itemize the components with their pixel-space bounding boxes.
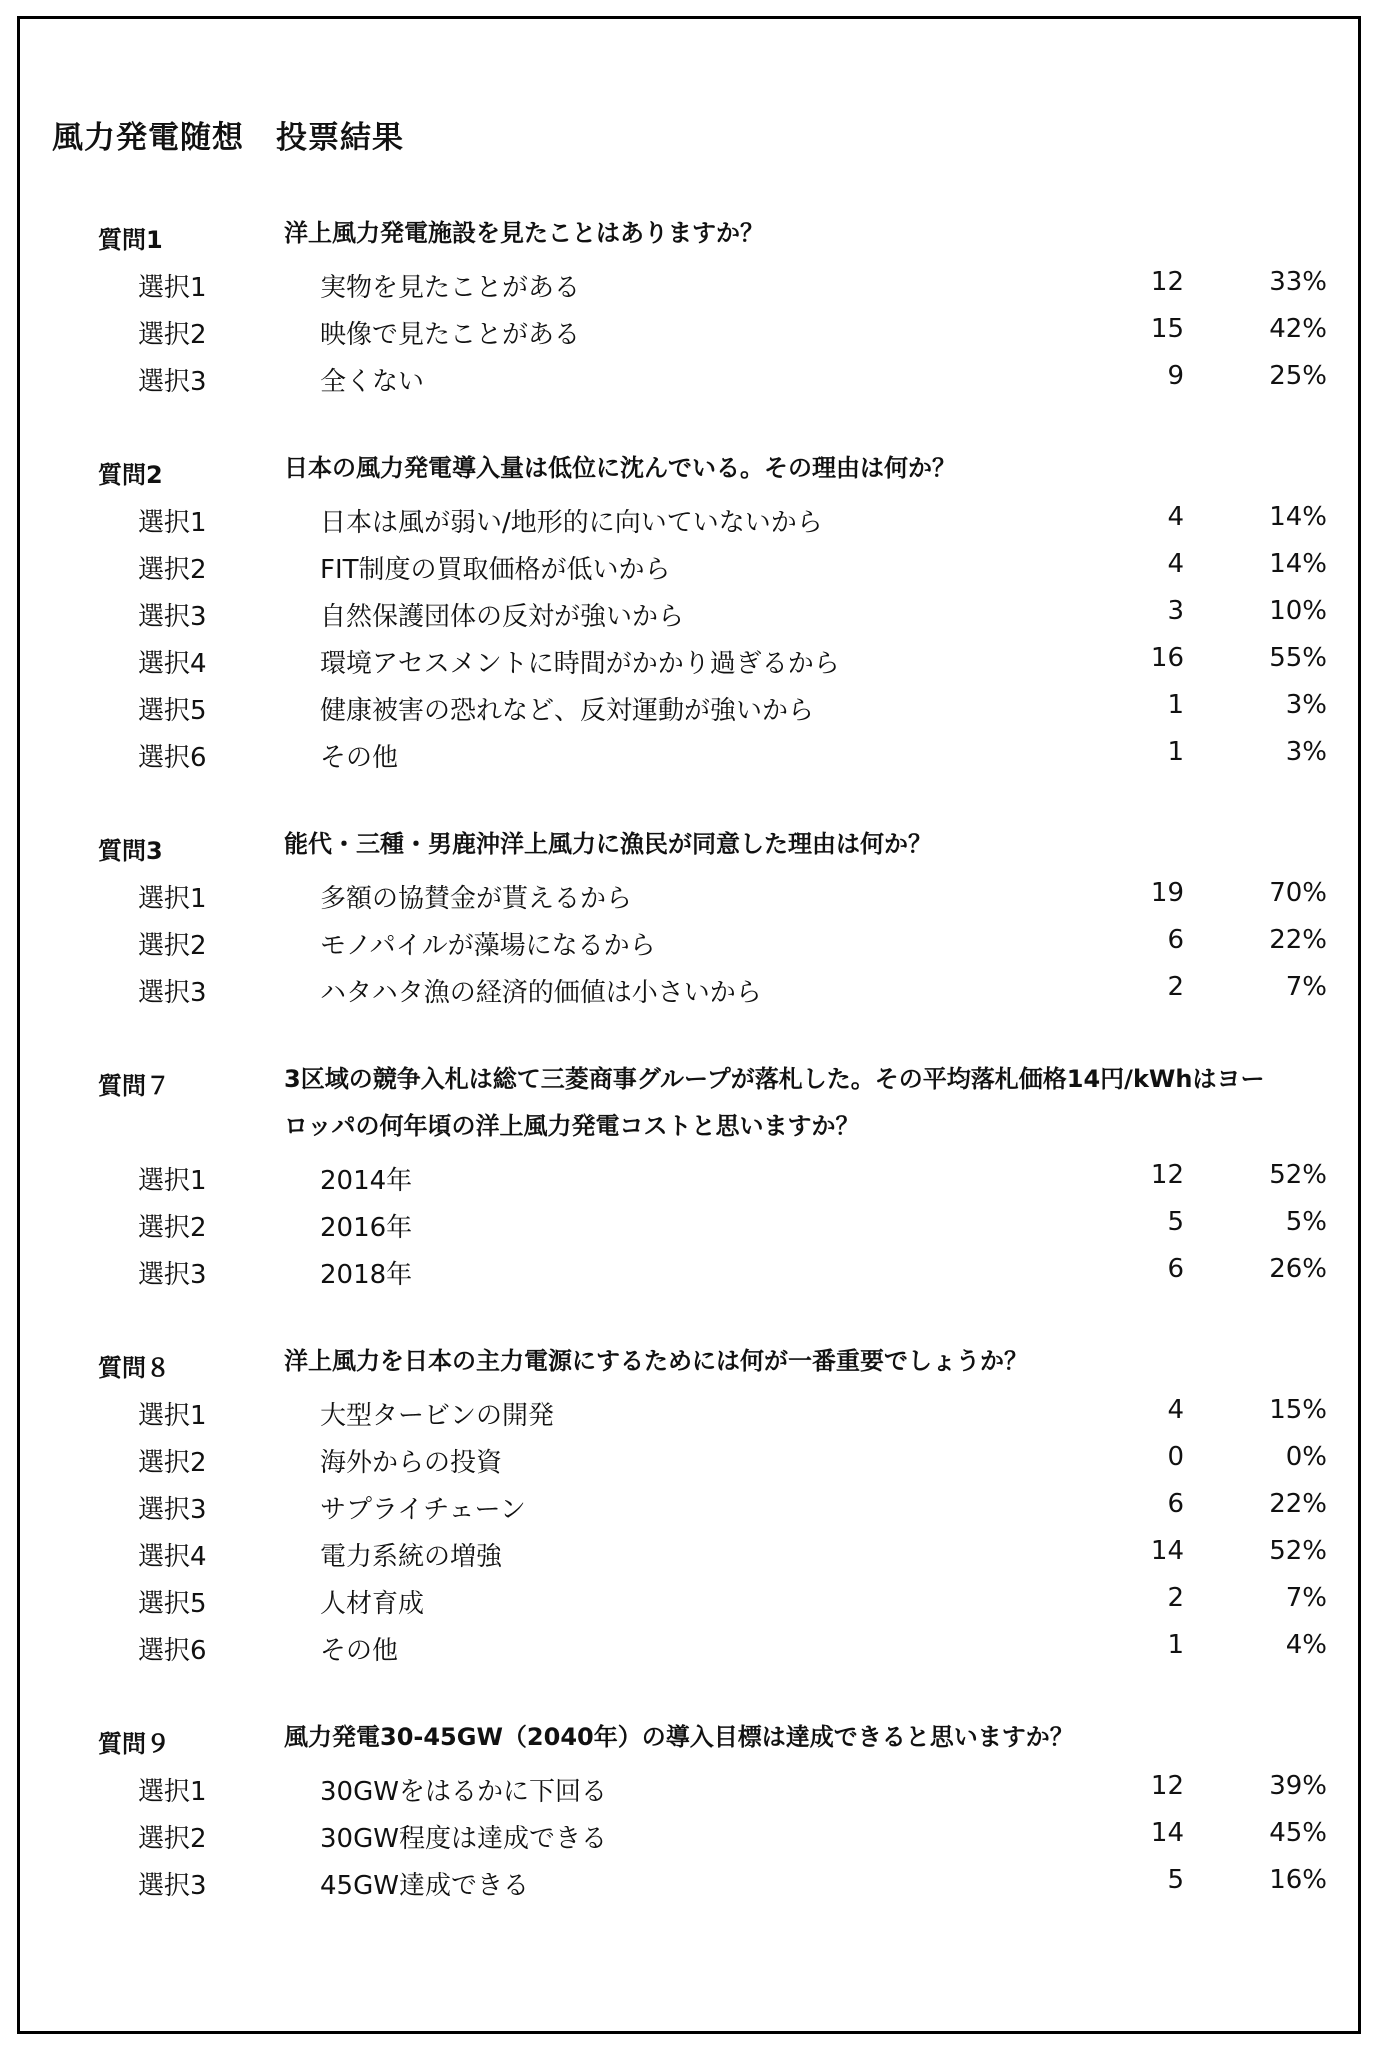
choice-row — [0, 1254, 1377, 1301]
choice-row — [0, 1818, 1377, 1865]
choice-text: 日本は風が弱い/地形的に向いていないから — [320, 508, 823, 538]
vote-count: 4 — [1167, 502, 1184, 532]
choice-row — [0, 1771, 1377, 1818]
choice-row — [0, 1160, 1377, 1207]
vote-count: 16 — [1150, 643, 1184, 673]
vote-count: 3 — [1167, 596, 1184, 626]
choice-text: 2018年 — [320, 1260, 413, 1290]
question-text: 能代・三種・男鹿沖洋上風力に漁民が同意した理由は何か？ — [284, 830, 932, 858]
vote-count: 12 — [1150, 267, 1184, 297]
page-title: 風力発電随想 投票結果 — [52, 120, 404, 156]
choice-label: 選択3 — [138, 978, 207, 1008]
choice-row — [0, 643, 1377, 690]
choice-row — [0, 878, 1377, 925]
choice-text: 多額の協賛金が貰えるから — [320, 884, 633, 914]
choice-text: ハタハタ漁の経済的価値は小さいから — [320, 978, 762, 1008]
choice-row — [0, 690, 1377, 737]
question-8 — [0, 1348, 1377, 1677]
question-text: 洋上風力を日本の主力電源にするためには何が一番重要でしょうか？ — [284, 1347, 1028, 1375]
choice-label: 選択6 — [138, 1636, 207, 1666]
vote-count: 5 — [1167, 1207, 1184, 1237]
vote-count: 0 — [1167, 1442, 1184, 1472]
choice-row — [0, 1395, 1377, 1442]
choice-label: 選択4 — [138, 1542, 207, 1572]
choice-row — [0, 549, 1377, 596]
question-label: 質問2 — [98, 461, 163, 489]
choice-text: モノパイルが藻場になるから — [320, 931, 656, 961]
vote-count: 1 — [1167, 737, 1184, 767]
choice-row — [0, 1583, 1377, 1630]
choice-text: 健康被害の恐れなど、反対運動が強いから — [320, 696, 815, 726]
choice-text: 人材育成 — [320, 1589, 425, 1619]
vote-percent: 42% — [1269, 314, 1327, 344]
vote-percent: 14% — [1269, 502, 1327, 532]
vote-percent: 4% — [1285, 1630, 1327, 1660]
question-header — [0, 455, 1377, 502]
choice-label: 選択5 — [138, 696, 207, 726]
question-text: 風力発電30-45GW（2040年）の導入目標は達成できると思いますか？ — [284, 1723, 1074, 1751]
vote-count: 6 — [1167, 925, 1184, 955]
vote-percent: 22% — [1269, 925, 1327, 955]
choice-label: 選択1 — [138, 508, 207, 538]
choice-row — [0, 1489, 1377, 1536]
choice-row — [0, 596, 1377, 643]
vote-percent: 26% — [1269, 1254, 1327, 1284]
choice-text: FIT制度の買取価格が低いから — [320, 555, 671, 585]
choice-row — [0, 1536, 1377, 1583]
question-9 — [0, 1724, 1377, 1912]
choice-text: 2014年 — [320, 1166, 413, 1196]
question-label: 質問1 — [98, 226, 163, 254]
choice-label: 選択2 — [138, 320, 207, 350]
vote-count: 9 — [1167, 361, 1184, 391]
choice-label: 選択1 — [138, 1401, 207, 1431]
question-7 — [0, 1066, 1377, 1301]
vote-percent: 3% — [1285, 737, 1327, 767]
choice-row — [0, 737, 1377, 784]
choice-row — [0, 361, 1377, 408]
choice-label: 選択2 — [138, 1213, 207, 1243]
choice-text: 環境アセスメントに時間がかかり過ぎるから — [320, 649, 840, 679]
choice-row — [0, 1207, 1377, 1254]
vote-count: 4 — [1167, 549, 1184, 579]
vote-count: 19 — [1150, 878, 1184, 908]
choice-label: 選択1 — [138, 1166, 207, 1196]
vote-count: 4 — [1167, 1395, 1184, 1425]
question-label: 質問９ — [98, 1730, 170, 1758]
choice-label: 選択5 — [138, 1589, 207, 1619]
vote-percent: 0% — [1285, 1442, 1327, 1472]
choice-label: 選択4 — [138, 649, 207, 679]
vote-percent: 70% — [1269, 878, 1327, 908]
choice-label: 選択1 — [138, 273, 207, 303]
vote-count: 14 — [1150, 1818, 1184, 1848]
choice-label: 選択3 — [138, 602, 207, 632]
question-text: 3区域の競争入札は総て三菱商事グループが落札した。その平均落札価格14円/kWhはヨーロッパの何年頃の洋上風力発電コストと思いますか？ — [284, 1065, 1265, 1140]
question-text: 洋上風力発電施設を見たことはありますか？ — [284, 219, 764, 247]
vote-percent: 7% — [1285, 1583, 1327, 1613]
vote-percent: 22% — [1269, 1489, 1327, 1519]
choice-text: 海外からの投資 — [320, 1448, 503, 1478]
vote-percent: 16% — [1269, 1865, 1327, 1895]
vote-count: 12 — [1150, 1160, 1184, 1190]
choice-label: 選択1 — [138, 884, 207, 914]
choice-text: 45GW達成できる — [320, 1871, 529, 1901]
choice-text: 全くない — [320, 367, 425, 397]
choice-row — [0, 267, 1377, 314]
vote-count: 2 — [1167, 972, 1184, 1002]
question-header — [0, 1348, 1377, 1395]
vote-count: 2 — [1167, 1583, 1184, 1613]
choice-label: 選択6 — [138, 743, 207, 773]
vote-count: 15 — [1150, 314, 1184, 344]
choice-label: 選択3 — [138, 1495, 207, 1525]
vote-percent: 39% — [1269, 1771, 1327, 1801]
survey-results — [0, 220, 1377, 1959]
choice-text: 大型タービンの開発 — [320, 1401, 555, 1431]
choice-row — [0, 972, 1377, 1019]
vote-percent: 14% — [1269, 549, 1327, 579]
choice-text: 30GW程度は達成できる — [320, 1824, 607, 1854]
vote-percent: 52% — [1269, 1536, 1327, 1566]
vote-percent: 33% — [1269, 267, 1327, 297]
vote-count: 12 — [1150, 1771, 1184, 1801]
question-header — [0, 220, 1377, 267]
question-header — [0, 1724, 1377, 1771]
choice-row — [0, 1630, 1377, 1677]
vote-count: 14 — [1150, 1536, 1184, 1566]
question-label: 質問3 — [98, 837, 163, 865]
choice-text: 映像で見たことがある — [320, 320, 581, 350]
choice-label: 選択2 — [138, 1448, 207, 1478]
choice-row — [0, 314, 1377, 361]
choice-text: 2016年 — [320, 1213, 413, 1243]
choice-label: 選択1 — [138, 1777, 207, 1807]
choice-label: 選択2 — [138, 555, 207, 585]
choice-text: サプライチェーン — [320, 1495, 526, 1525]
vote-count: 5 — [1167, 1865, 1184, 1895]
vote-percent: 52% — [1269, 1160, 1327, 1190]
choice-text: 実物を見たことがある — [320, 273, 581, 303]
choice-text: 電力系統の増強 — [320, 1542, 503, 1572]
question-label: 質問８ — [98, 1354, 170, 1382]
vote-count: 1 — [1167, 1630, 1184, 1660]
vote-count: 6 — [1167, 1254, 1184, 1284]
question-1 — [0, 220, 1377, 408]
choice-text: 30GWをはるかに下回る — [320, 1777, 607, 1807]
vote-percent: 3% — [1285, 690, 1327, 720]
choice-text: 自然保護団体の反対が強いから — [320, 602, 685, 632]
vote-percent: 25% — [1269, 361, 1327, 391]
question-2 — [0, 455, 1377, 784]
choice-row — [0, 1865, 1377, 1912]
choice-label: 選択3 — [138, 1871, 207, 1901]
vote-count: 1 — [1167, 690, 1184, 720]
choice-label: 選択3 — [138, 1260, 207, 1290]
question-text: 日本の風力発電導入量は低位に沈んでいる。その理由は何か？ — [284, 454, 956, 482]
choice-text: その他 — [320, 1636, 399, 1666]
choice-label: 選択3 — [138, 367, 207, 397]
question-header — [0, 831, 1377, 878]
vote-percent: 5% — [1285, 1207, 1327, 1237]
vote-count: 6 — [1167, 1489, 1184, 1519]
vote-percent: 15% — [1269, 1395, 1327, 1425]
vote-percent: 10% — [1269, 596, 1327, 626]
vote-percent: 45% — [1269, 1818, 1327, 1848]
choice-row — [0, 502, 1377, 549]
choice-label: 選択2 — [138, 1824, 207, 1854]
choice-row — [0, 925, 1377, 972]
vote-percent: 55% — [1269, 643, 1327, 673]
vote-percent: 7% — [1285, 972, 1327, 1002]
question-header — [0, 1066, 1377, 1160]
question-label: 質問７ — [98, 1072, 170, 1100]
choice-label: 選択2 — [138, 931, 207, 961]
choice-text: その他 — [320, 743, 399, 773]
question-3 — [0, 831, 1377, 1019]
choice-row — [0, 1442, 1377, 1489]
